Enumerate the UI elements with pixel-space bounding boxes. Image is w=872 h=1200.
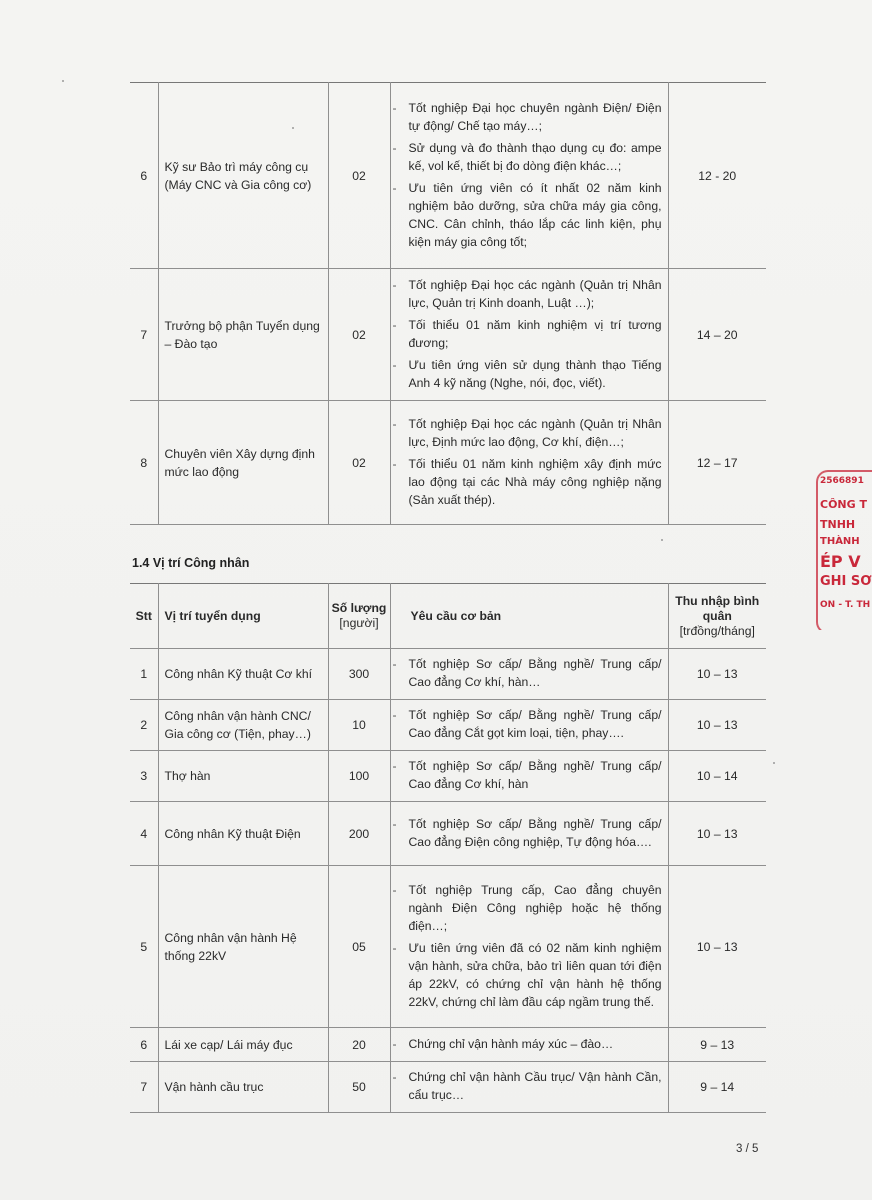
requirement-list	[397, 706, 662, 742]
table-row	[130, 866, 766, 1028]
row-quantity: 100	[328, 751, 390, 802]
row-quantity: 200	[328, 802, 390, 866]
row-stt: 1	[130, 649, 158, 700]
stamp-text: ON - T. TH	[820, 600, 871, 610]
row-stt: 7	[130, 269, 158, 401]
row-position: Công nhân vận hành Hệ thống 22kV	[158, 866, 328, 1028]
row-requirements	[390, 751, 668, 802]
row-position: Công nhân Kỹ thuật Cơ khí	[158, 649, 328, 700]
stamp-text: ÉP V	[820, 552, 861, 571]
row-quantity: 02	[328, 401, 390, 525]
requirement-item: - Tốt nghiệp Sơ cấp/ Bằng nghề/ Trung cấp/ Cao đẳng Cơ khí, hàn	[397, 757, 662, 793]
worker-positions-table	[130, 583, 766, 1113]
scan-speck	[292, 127, 294, 129]
requirement-list	[397, 655, 662, 691]
requirement-item: - Ưu tiên ứng viên sử dụng thành thạo Tiếng Anh 4 kỹ năng (Nghe, nói, đọc, viết).	[397, 356, 662, 392]
row-requirements	[390, 866, 668, 1028]
requirement-item: - Ưu tiên ứng viên đã có 02 năm kinh nghiệm vận hành, sửa chữa, bảo trì liên quan tới điện áp 22kV, có chứng chỉ vận hành hệ thống 22kV, chứng chỉ làm đầu cáp ngầm trung thế.	[397, 939, 662, 1011]
row-quantity: 02	[328, 83, 390, 269]
requirement-list	[397, 1068, 662, 1104]
header-income-unit: [trđồng/tháng]	[679, 623, 755, 638]
requirement-list	[397, 757, 662, 793]
row-stt: 4	[130, 802, 158, 866]
stamp-text: GHI SƠ	[820, 574, 872, 589]
requirement-item: - Tốt nghiệp Đại học chuyên ngành Điện/ Điện tự động/ Chế tạo máy…;	[397, 99, 662, 135]
row-income: 14 – 20	[668, 269, 766, 401]
requirement-list	[397, 99, 662, 251]
row-stt: 7	[130, 1062, 158, 1113]
row-quantity: 50	[328, 1062, 390, 1113]
row-position: Thợ hàn	[158, 751, 328, 802]
requirement-item: - Tốt nghiệp Sơ cấp/ Bằng nghề/ Trung cấp/ Cao đẳng Cắt gọt kim loại, tiện, phay….	[397, 706, 662, 742]
header-position: Vị trí tuyển dụng	[158, 584, 328, 649]
table-row	[130, 1062, 766, 1113]
row-stt: 6	[130, 1028, 158, 1062]
company-seal-stamp	[816, 470, 872, 630]
row-income: 10 – 13	[668, 700, 766, 751]
table-row	[130, 700, 766, 751]
row-stt: 8	[130, 401, 158, 525]
scan-speck	[62, 80, 64, 82]
row-income: 12 – 17	[668, 401, 766, 525]
table-row	[130, 649, 766, 700]
header-income-label: Thu nhập bình quân	[675, 593, 760, 623]
requirement-list	[397, 815, 662, 851]
requirement-item: - Tốt nghiệp Sơ cấp/ Bằng nghề/ Trung cấp/ Cao đẳng Điện công nghiệp, Tự động hóa….	[397, 815, 662, 851]
row-requirements	[390, 802, 668, 866]
requirement-item: - Ưu tiên ứng viên có ít nhất 02 năm kinh nghiệm bảo dưỡng, sửa chữa máy gia công, CNC. Cân chỉnh, tháo lắp các linh kiện, phụ kiện máy gia công tốt;	[397, 179, 662, 251]
requirement-item: - Tốt nghiệp Đại học các ngành (Quản trị Nhân lực, Quản trị Kinh doanh, Luật …);	[397, 276, 662, 312]
requirement-item: - Tốt nghiệp Sơ cấp/ Bằng nghề/ Trung cấp/ Cao đẳng Cơ khí, hàn…	[397, 655, 662, 691]
section-title: 1.4 Vị trí Công nhân	[132, 556, 250, 570]
row-stt: 5	[130, 866, 158, 1028]
row-requirements	[390, 83, 668, 269]
row-income: 9 – 13	[668, 1028, 766, 1062]
page-number: 3 / 5	[736, 1143, 759, 1155]
requirement-item: - Tốt nghiệp Đại học các ngành (Quản trị Nhân lực, Định mức lao động, Cơ khí, điện…;	[397, 415, 662, 451]
row-stt: 3	[130, 751, 158, 802]
requirement-item: - Chứng chỉ vận hành Cầu trục/ Vận hành Cần, cẩu trục…	[397, 1068, 662, 1104]
stamp-text: TNHH	[820, 518, 856, 531]
header-stt: Stt	[130, 584, 158, 649]
row-position: Công nhân vận hành CNC/ Gia công cơ (Tiện, phay…)	[158, 700, 328, 751]
row-requirements	[390, 1028, 668, 1062]
row-income: 10 – 13	[668, 866, 766, 1028]
stamp-text: 2566891	[820, 476, 864, 486]
positions-table-continued	[130, 82, 766, 525]
header-quantity-label: Số lượng	[331, 601, 387, 615]
row-stt: 6	[130, 83, 158, 269]
stamp-text: THÀNH	[820, 536, 860, 547]
row-quantity: 20	[328, 1028, 390, 1062]
requirement-item: - Tối thiểu 01 năm kinh nghiệm xây định mức lao động tại các Nhà máy công nghiệp nặng (Sản xuất thép).	[397, 455, 662, 509]
requirement-item: - Chứng chỉ vận hành máy xúc – đào…	[397, 1035, 662, 1053]
table-row	[130, 1028, 766, 1062]
scan-speck	[773, 762, 775, 764]
row-income: 9 – 14	[668, 1062, 766, 1113]
requirement-list	[397, 881, 662, 1011]
row-quantity: 10	[328, 700, 390, 751]
table-row	[130, 751, 766, 802]
table-row	[130, 802, 766, 866]
row-quantity: 300	[328, 649, 390, 700]
requirement-item: - Sử dụng và đo thành thạo dụng cụ đo: ampe kế, vol kế, thiết bị đo dòng điện khác…;	[397, 139, 662, 175]
row-position: Trưởng bộ phận Tuyển dụng – Đào tạo	[158, 269, 328, 401]
header-quantity	[328, 584, 390, 649]
header-quantity-unit: [người]	[339, 616, 379, 630]
row-position: Vận hành cầu trục	[158, 1062, 328, 1113]
row-requirements	[390, 401, 668, 525]
requirement-item: - Tốt nghiệp Trung cấp, Cao đẳng chuyên ngành Điện Công nghiệp hoặc hệ thống điện…;	[397, 881, 662, 935]
row-position: Công nhân Kỹ thuật Điện	[158, 802, 328, 866]
row-stt: 2	[130, 700, 158, 751]
header-income	[668, 584, 766, 649]
row-position: Lái xe cạp/ Lái máy đục	[158, 1028, 328, 1062]
scan-speck	[661, 539, 663, 541]
row-quantity: 02	[328, 269, 390, 401]
row-requirements	[390, 1062, 668, 1113]
row-position: Kỹ sư Bảo trì máy công cụ (Máy CNC và Gia công cơ)	[158, 83, 328, 269]
requirement-list	[397, 1035, 662, 1053]
table-row	[130, 83, 766, 269]
requirement-item: - Tối thiểu 01 năm kinh nghiệm vị trí tương đương;	[397, 316, 662, 352]
row-position: Chuyên viên Xây dựng định mức lao động	[158, 401, 328, 525]
stamp-text: CÔNG T	[820, 498, 867, 511]
row-quantity: 05	[328, 866, 390, 1028]
requirement-list	[397, 415, 662, 509]
requirement-list	[397, 276, 662, 392]
table-row	[130, 269, 766, 401]
table-header-row	[130, 584, 766, 649]
row-income: 10 – 14	[668, 751, 766, 802]
row-requirements	[390, 700, 668, 751]
row-income: 10 – 13	[668, 802, 766, 866]
row-requirements	[390, 269, 668, 401]
table-row	[130, 401, 766, 525]
header-requirements: Yêu cầu cơ bản	[390, 584, 668, 649]
row-income: 12 - 20	[668, 83, 766, 269]
row-income: 10 – 13	[668, 649, 766, 700]
row-requirements	[390, 649, 668, 700]
